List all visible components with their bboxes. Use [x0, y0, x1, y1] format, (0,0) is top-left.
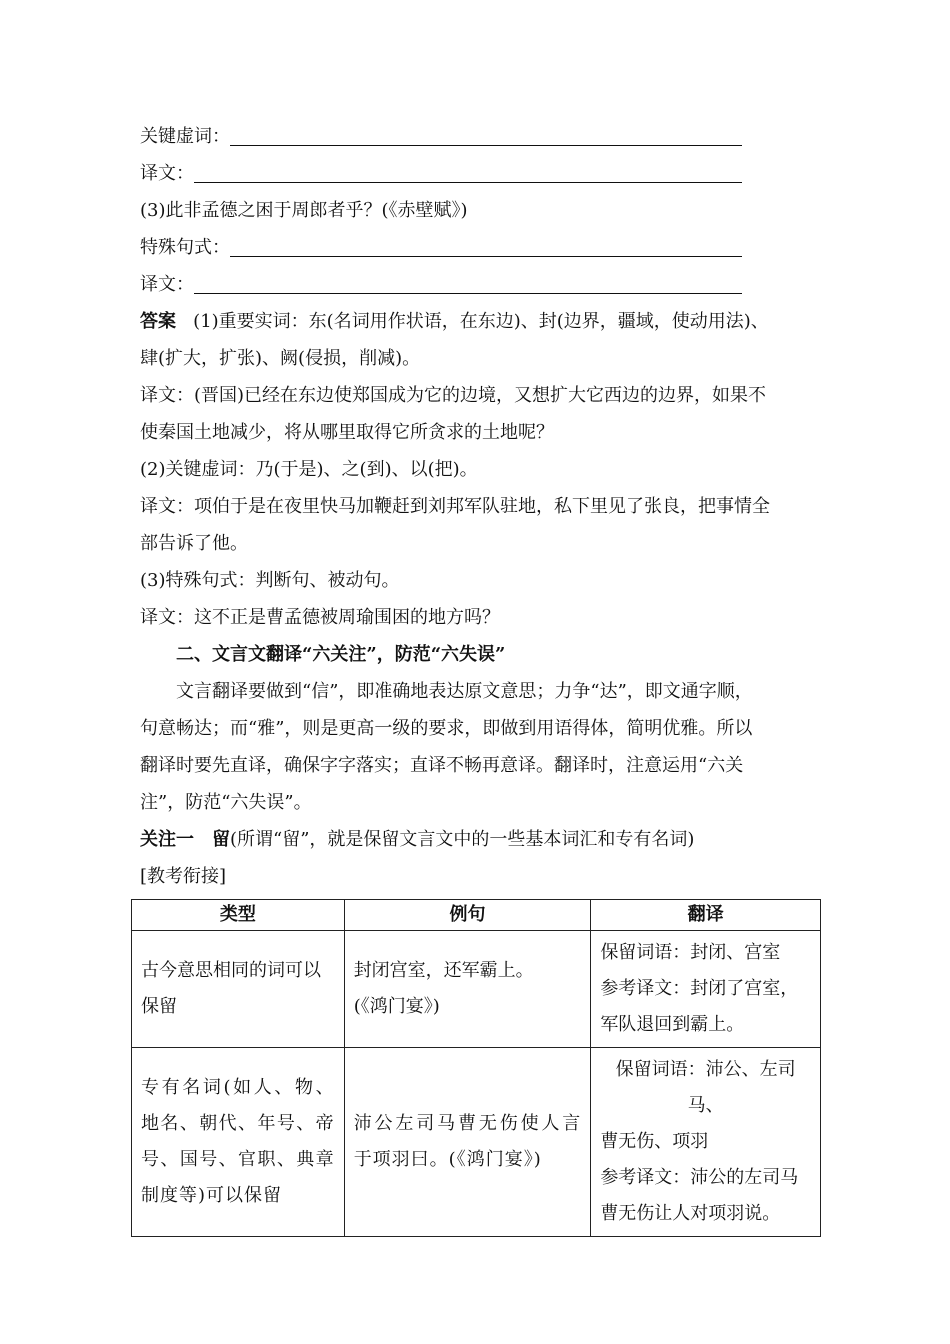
answer-para-6: 译文：这不正是曹孟德被周瑜围困的地方吗？	[140, 607, 500, 628]
document-page	[140, 118, 820, 1237]
answer-para-2b: 使秦国土地减少，将从哪里取得它所贪求的土地呢？	[140, 422, 554, 443]
focus-one	[140, 821, 820, 858]
focus-text: (所谓“留”，就是保留文言文中的一些基本词汇和专有名词)	[230, 829, 695, 850]
answer-blank[interactable]	[230, 145, 742, 146]
answer-para-5: (3)特殊句式：判断句、被动句。	[140, 570, 400, 591]
answer-text: (1)重要实词：东(名词用作状语，在东边)、封(边界，疆域，使动用法)、	[193, 311, 769, 332]
focus-tag: 关注一 留	[140, 829, 230, 850]
answer-para-1b: 肆(扩大，扩张)、阙(侵损，削减)。	[140, 348, 421, 369]
reference-translation: 参考译文：封闭了宫室，军队退回到霸上。	[600, 978, 799, 1035]
cell-translation	[591, 1048, 821, 1237]
fill-label: 译文：	[140, 163, 194, 184]
cell-type: 专有名词(如人、物、地名、朝代、年号、帝号、国号、官职、典章制度等)可以保留	[132, 1048, 345, 1237]
bracket-label: [教考衔接]	[140, 866, 227, 887]
answer-para-2: 译文：(晋国)已经在东边使郑国成为它的边境，又想扩大它西边的边界，如果不	[140, 385, 767, 406]
answer-para-3: (2)关键虚词：乃(于是)、之(到)、以(把)。	[140, 459, 478, 480]
header-translation: 翻译	[591, 900, 821, 931]
fill-label: 特殊句式：	[140, 237, 230, 258]
fill-label: 关键虚词：	[140, 126, 230, 147]
fill-line-function-words	[140, 118, 820, 155]
cell-example	[344, 931, 591, 1048]
retained-words-cont: 曹无伤、项羽	[600, 1131, 709, 1152]
intro-line-4: 注”，防范“六失误”。	[140, 792, 312, 813]
example-source: (《鸿门宴》)	[353, 996, 440, 1017]
intro-line-3: 翻译时要先直译，确保字字落实；直译不畅再意译。翻译时，注意运用“六关	[140, 755, 744, 776]
header-example: 例句	[344, 900, 591, 931]
example-sentence: 封闭宫室，还军霸上。	[353, 960, 534, 981]
intro-line-1: 文言翻译要做到“信”，即准确地表达原文意思；力争“达”，即文通字顺，	[176, 681, 753, 702]
answer-blank[interactable]	[194, 182, 742, 183]
table-row	[132, 931, 821, 1048]
answer-para-4: 译文：项伯于是在夜里快马加鞭赶到刘邦军队驻地，私下里见了张良，把事情全	[140, 496, 770, 517]
fill-line-sentence-pattern	[140, 229, 820, 266]
retained-words: 保留词语：沛公、左司马、	[615, 1059, 796, 1116]
fill-line-translation	[140, 266, 820, 303]
answer-blank[interactable]	[194, 293, 742, 294]
cell-type: 古今意思相同的词可以保留	[132, 931, 345, 1048]
header-type: 类型	[132, 900, 345, 931]
answer-blank[interactable]	[230, 256, 742, 257]
fill-line-translation	[140, 155, 820, 192]
retained-words: 保留词语：封闭、宫室	[600, 942, 781, 963]
answer-para-1	[140, 303, 820, 340]
table-header-row	[132, 900, 821, 931]
section-heading: 二、文言文翻译“六关注”，防范“六失误”	[176, 644, 506, 665]
answer-para-4b: 部告诉了他。	[140, 533, 248, 554]
fill-label: 译文：	[140, 274, 194, 295]
cell-example: 沛公左司马曹无伤使人言于项羽曰。(《鸿门宴》)	[344, 1048, 591, 1237]
question-3: (3)此非孟德之困于周郎者乎？(《赤壁赋》)	[140, 200, 468, 221]
intro-line-2: 句意畅达；而“雅”，则是更高一级的要求，即做到用语得体，简明优雅。所以	[140, 718, 753, 739]
reference-translation: 参考译文：沛公的左司马曹无伤让人对项羽说。	[600, 1167, 799, 1224]
retention-table	[131, 899, 821, 1237]
answer-tag: 答案	[140, 311, 176, 332]
table-row	[132, 1048, 821, 1237]
cell-translation	[591, 931, 821, 1048]
